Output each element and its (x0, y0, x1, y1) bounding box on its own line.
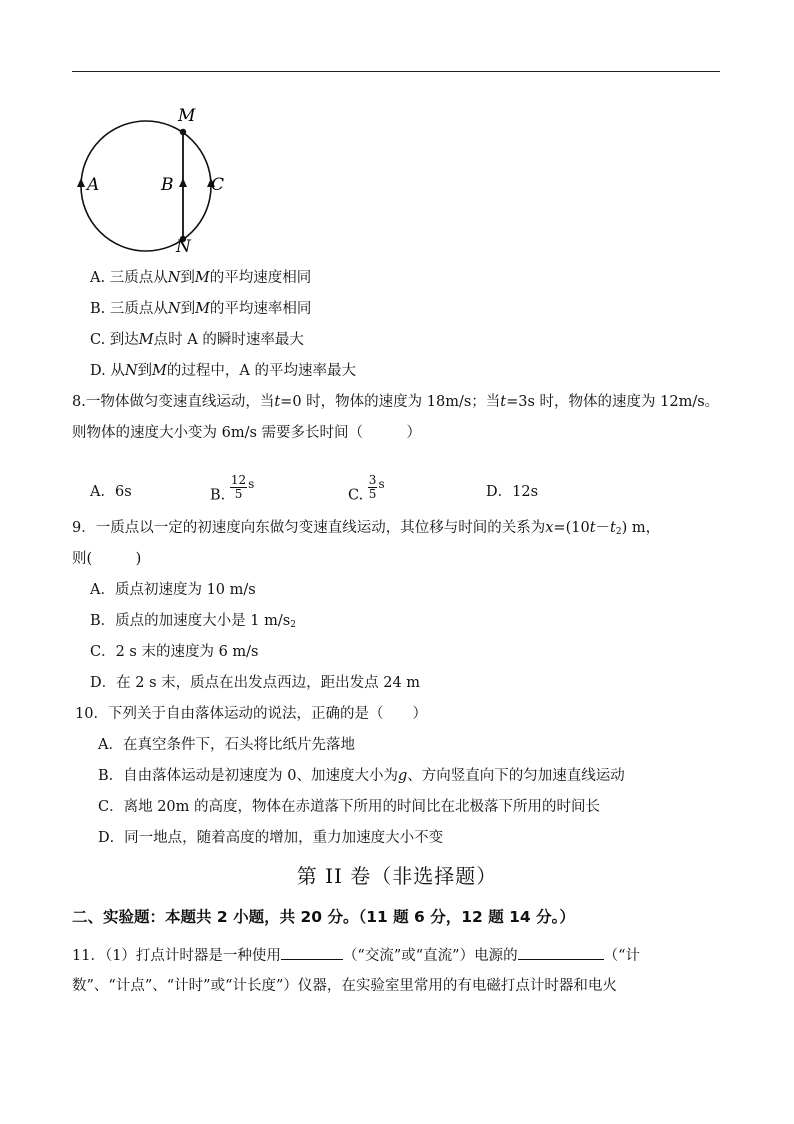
label-b: B (161, 175, 174, 195)
option-letter: B. (90, 301, 106, 317)
q11-line2: 数”、“计点”、“计时”或“计长度”）仪器，在实验室里常用的有电磁打点计时器和电火 (72, 978, 617, 994)
exponent: 2 (615, 527, 622, 537)
unit: s (378, 476, 385, 491)
var-n: N (167, 270, 181, 286)
var-x: x (545, 520, 554, 536)
equation-text: ) m， (621, 520, 661, 536)
section-title: 第 II 卷（非选择题） (296, 864, 498, 888)
denominator: 5 (234, 487, 243, 501)
option-text: 点时 A 的瞬时速率最大 (153, 332, 304, 348)
q10-option-a: A．在真空条件下，石头将比纸片先落地 (98, 737, 355, 753)
q8-option-a: A．6s (90, 484, 132, 500)
denominator: 5 (368, 487, 377, 501)
q11-line1 (72, 945, 640, 966)
q9-option-a: A．质点初速度为 10 m/s (90, 582, 256, 598)
q10-option-d: D．同一地点，随着高度的增加，重力加速度大小不变 (98, 830, 444, 846)
var-m: M (195, 301, 210, 317)
option-text: 到达 (109, 332, 139, 348)
option-text: B．自由落体运动是初速度为 0、加速度大小为 (98, 768, 398, 784)
option-text: 的过程中，A 的平均速率最大 (166, 363, 356, 379)
q10-option-b (98, 766, 625, 786)
q8-stem-line2: 则物体的速度大小变为 6m/s 需要多长时间（ ） (72, 425, 422, 441)
unit: s (248, 476, 255, 491)
q7-option-d (90, 361, 356, 381)
var-t: t (274, 394, 281, 410)
var-t: t (610, 520, 616, 536)
arrow-b-icon (179, 178, 187, 187)
option-text: 三质点从 (109, 301, 168, 317)
option-text: 到 (180, 270, 195, 286)
q8-option-d: D．12s (486, 484, 539, 500)
var-t: t (500, 394, 507, 410)
q10-option-c: C．离地 20m 的高度，物体在赤道落下所用的时间比在北极落下所用的时间长 (98, 799, 601, 815)
equation-text: － (595, 520, 611, 536)
q8-option-b (210, 473, 255, 509)
var-m: M (152, 363, 167, 379)
numerator: 3 (368, 473, 377, 487)
stem-text: 11．（1）打点计时器是一种使用 (72, 948, 281, 964)
point-m (180, 129, 186, 135)
equation-text: =(10 (553, 520, 590, 536)
stem-text: 8.一物体做匀变速直线运动，当 (72, 394, 275, 410)
option-text: 的平均速度相同 (209, 270, 312, 286)
q8-option-c (348, 473, 385, 509)
circle-path (81, 121, 211, 251)
option-letter: A. (90, 270, 106, 286)
var-m: M (194, 270, 210, 286)
stem-text: （“计 (603, 948, 641, 964)
var-n: N (124, 363, 138, 379)
label-c: C (211, 175, 225, 195)
q9-option-b (90, 611, 296, 635)
option-text: 三质点从 (109, 270, 168, 286)
option-letter: C. (348, 487, 364, 504)
option-text: 到 (180, 301, 196, 317)
q7-option-c (90, 330, 304, 350)
option-text: 的平均速率相同 (209, 301, 312, 317)
fraction-3-5 (368, 474, 378, 501)
fraction-12-5 (230, 474, 247, 501)
q9-option-c: C．2 s 末的速度为 6 m/s (90, 644, 259, 660)
numerator: 12 (230, 473, 247, 487)
option-letter: D. (90, 363, 106, 379)
q7-option-b (90, 299, 311, 319)
option-text: 到 (137, 363, 153, 379)
q9-option-d: D．在 2 s 末，质点在出发点西边，距出发点 24 m (90, 675, 421, 691)
header-rule (72, 71, 720, 72)
circle-diagram (62, 100, 242, 256)
stem-text: （“交流”或“直流”）电源的 (342, 948, 518, 964)
var-n: N (167, 301, 181, 317)
option-letter: B. (210, 487, 226, 504)
arrow-a-icon (77, 178, 85, 187)
option-text: 从 (110, 363, 125, 379)
q8-stem-line1 (72, 392, 719, 412)
stem-text: =3s 时，物体的速度为 12m/s。 (506, 394, 720, 410)
label-m: M (178, 106, 196, 126)
exponent: 2 (290, 620, 296, 630)
option-text: B．质点的加速度大小是 1 m/s (90, 613, 291, 629)
part-two-heading: 二、实验题：本题共 2 小题，共 20 分。（11 题 6 分，12 题 14 分。） (72, 908, 575, 926)
var-g: g (398, 768, 408, 784)
label-n: N (176, 237, 191, 256)
circle-diagram-svg (62, 100, 242, 256)
var-t: t (589, 520, 596, 536)
label-a: A (87, 175, 100, 195)
q7-option-a (90, 268, 311, 288)
answer-blank-2[interactable] (518, 945, 604, 960)
var-m: M (138, 332, 154, 348)
stem-text: =0 时，物体的速度为 18m/s；当 (280, 394, 501, 410)
q9-stem-line2: 则( ) (72, 551, 142, 567)
option-letter: C. (90, 332, 106, 348)
stem-text: 9．一质点以一定的初速度向东做匀变速直线运动，其位移与时间的关系为 (72, 520, 546, 536)
q9-stem-line1 (72, 518, 660, 542)
option-text: 、方向竖直向下的匀加速直线运动 (407, 768, 625, 784)
answer-blank-1[interactable] (281, 945, 343, 960)
q10-stem: 10．下列关于自由落体运动的说法，正确的是（ ） (75, 706, 427, 722)
